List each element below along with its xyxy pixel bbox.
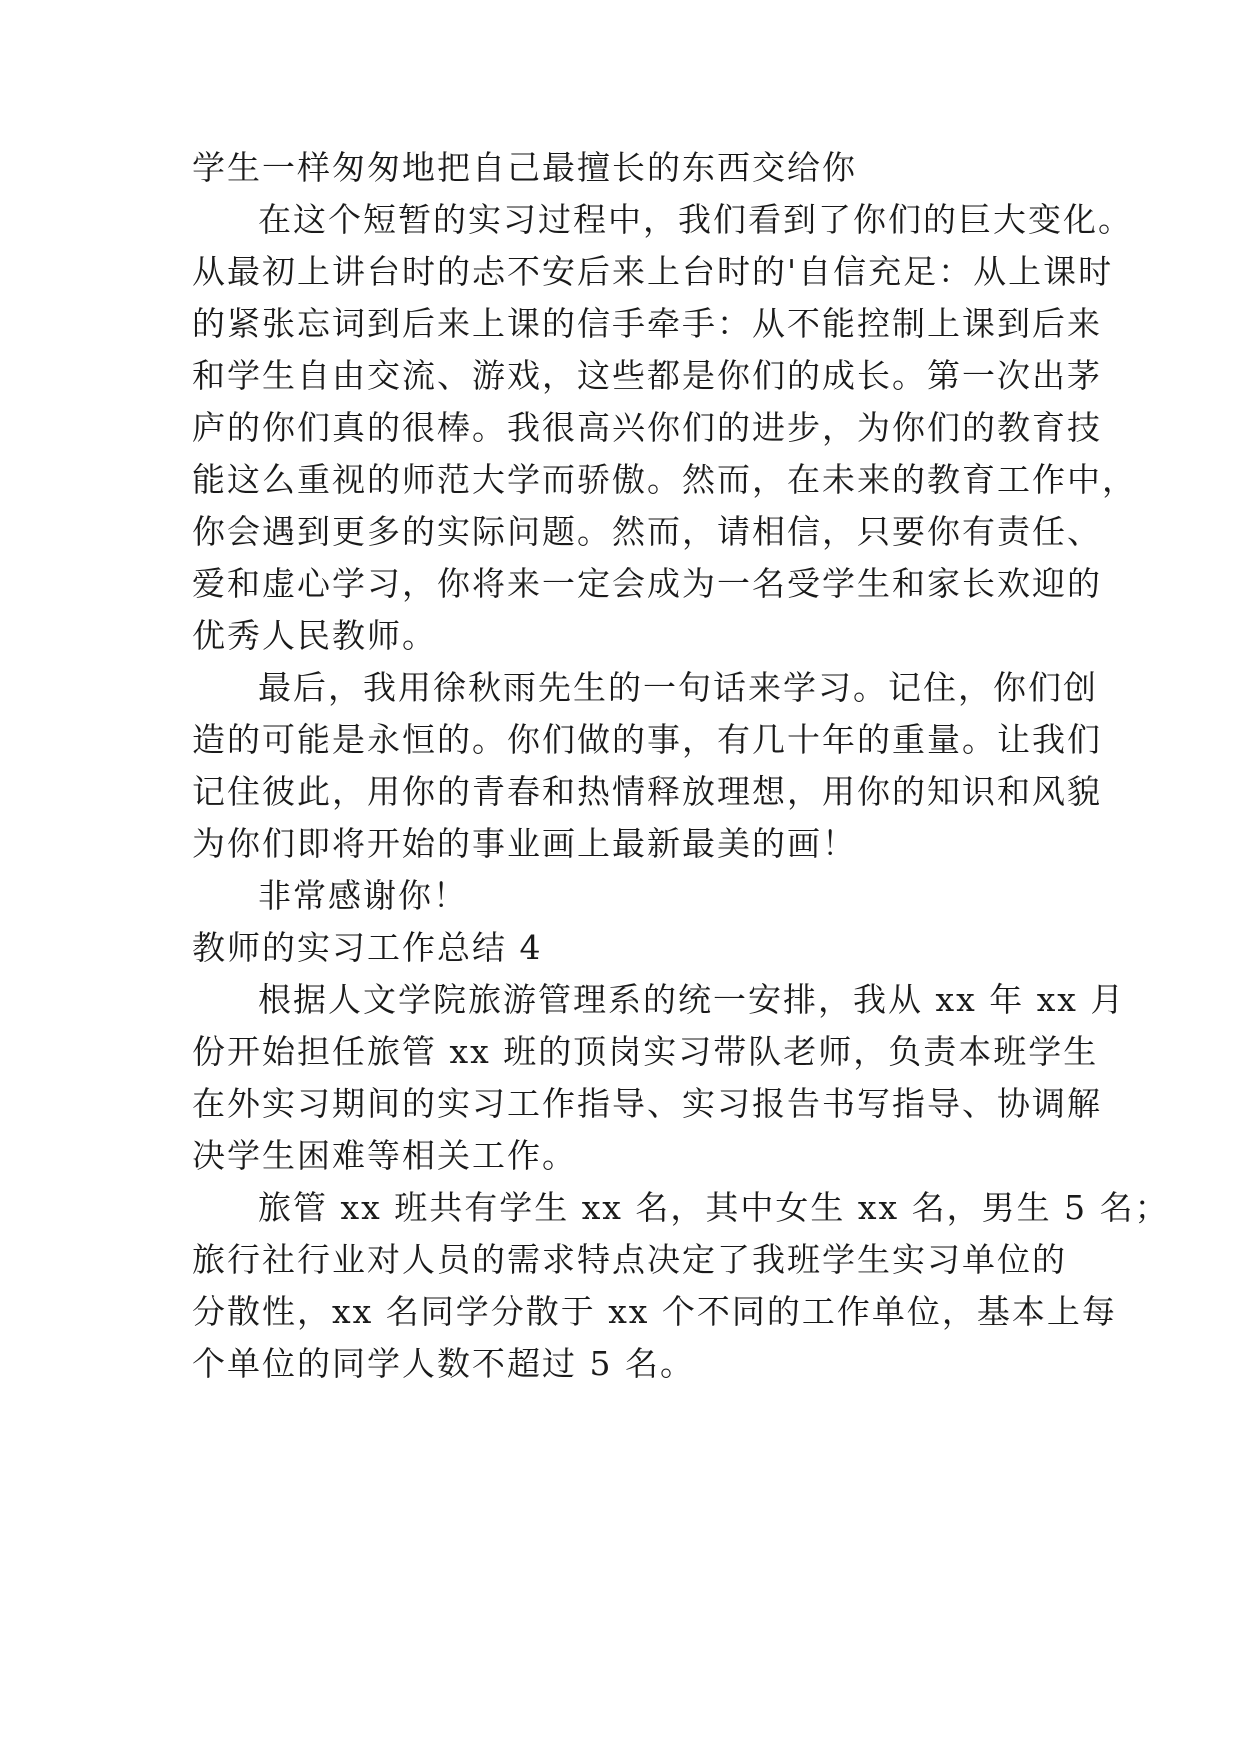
- text-line: 分散性，xx 名同学分散于 xx 个不同的工作单位，基本上每: [192, 1292, 1117, 1331]
- closing-line: 非常感谢你！: [258, 876, 468, 915]
- text-line: 记住彼此，用你的青春和热情释放理想，用你的知识和风貌: [192, 772, 1102, 811]
- text-line: 优秀人民教师。: [192, 616, 437, 655]
- paragraph-start: 旅管 xx 班共有学生 xx 名，其中女生 xx 名，男生 5 名；: [258, 1188, 1170, 1227]
- paragraph-start: 根据人文学院旅游管理系的统一安排，我从 xx 年 xx 月: [258, 980, 1126, 1019]
- text-line: 份开始担任旅管 xx 班的顶岗实习带队老师，负责本班学生: [192, 1032, 1099, 1071]
- text-line: 和学生自由交流、游戏，这些都是你们的成长。第一次出茅: [192, 356, 1102, 395]
- text-line: 的紧张忘词到后来上课的信手牵手：从不能控制上课到后来: [192, 304, 1102, 343]
- paragraph-start: 最后，我用徐秋雨先生的一句话来学习。记住，你们创: [258, 668, 1098, 707]
- text-line: 学生一样匆匆地把自己最擅长的东西交给你: [192, 148, 857, 187]
- paragraph-start: 在这个短暂的实习过程中，我们看到了你们的巨大变化。: [258, 200, 1133, 239]
- text-line: 爱和虚心学习，你将来一定会成为一名受学生和家长欢迎的: [192, 564, 1102, 603]
- text-line: 能这么重视的师范大学而骄傲。然而，在未来的教育工作中，: [192, 460, 1137, 499]
- section-heading: 教师的实习工作总结 4: [192, 928, 543, 967]
- text-line: 庐的你们真的很棒。我很高兴你们的进步，为你们的教育技: [192, 408, 1102, 447]
- text-line: 为你们即将开始的事业画上最新最美的画！: [192, 824, 857, 863]
- text-line: 在外实习期间的实习工作指导、实习报告书写指导、协调解: [192, 1084, 1102, 1123]
- text-line: 你会遇到更多的实际问题。然而，请相信，只要你有责任、: [192, 512, 1102, 551]
- text-line: 从最初上讲台时的忐不安后来上台时的'自信充足：从上课时: [192, 252, 1114, 291]
- text-line: 个单位的同学人数不超过 5 名。: [192, 1344, 695, 1383]
- text-line: 造的可能是永恒的。你们做的事，有几十年的重量。让我们: [192, 720, 1102, 759]
- text-line: 决学生困难等相关工作。: [192, 1136, 577, 1175]
- text-line: 旅行社行业对人员的需求特点决定了我班学生实习单位的: [192, 1240, 1067, 1279]
